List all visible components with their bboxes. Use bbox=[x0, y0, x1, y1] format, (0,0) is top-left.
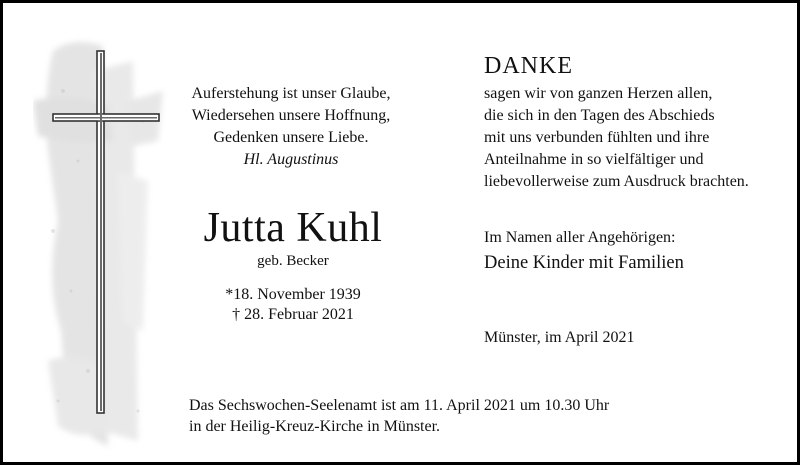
life-dates bbox=[173, 285, 413, 325]
thanks-line: mit uns verbunden fühlten und ihre bbox=[484, 129, 710, 146]
maiden-name: geb. Becker bbox=[257, 253, 329, 269]
notice-line: in der Heilig-Kreuz-Kirche in Münster. bbox=[189, 418, 441, 435]
quote-line: Auferstehung ist unser Glaube, bbox=[191, 85, 391, 102]
thanks-line: Anteilnahme in so vielfältiger und bbox=[484, 151, 704, 168]
thanks-line: sagen wir von ganzen Herzen allen, bbox=[484, 85, 713, 102]
quote-line: Wiedersehen unsere Hoffnung, bbox=[191, 107, 391, 124]
thanks-heading: DANKE bbox=[484, 53, 573, 79]
cross-icon bbox=[33, 31, 183, 451]
mass-notice bbox=[189, 395, 749, 437]
death-date: † 28. Februar 2021 bbox=[232, 306, 354, 323]
birth-date: *18. November 1939 bbox=[225, 286, 361, 303]
thanks-line: die sich in den Tagen des Abschieds bbox=[484, 107, 715, 124]
cross-decoration bbox=[33, 31, 183, 451]
signature-intro: Im Namen aller Angehörigen: bbox=[484, 229, 676, 246]
signature-family: Deine Kinder mit Familien bbox=[484, 253, 684, 273]
notice-line: Das Sechswochen-Seelenamt ist am 11. April 2021 um 10.30 Uhr bbox=[189, 397, 610, 414]
place-date: Münster, im April 2021 bbox=[484, 329, 635, 346]
quote-author: Hl. Augustinus bbox=[243, 151, 339, 168]
thanks-text bbox=[484, 83, 784, 193]
quote-line: Gedenken unsere Liebe. bbox=[213, 129, 369, 146]
memorial-quote bbox=[181, 83, 401, 171]
deceased-name: Jutta Kuhl bbox=[203, 205, 383, 251]
thanks-line: liebevollerweise zum Ausdruck brachten. bbox=[484, 173, 749, 190]
